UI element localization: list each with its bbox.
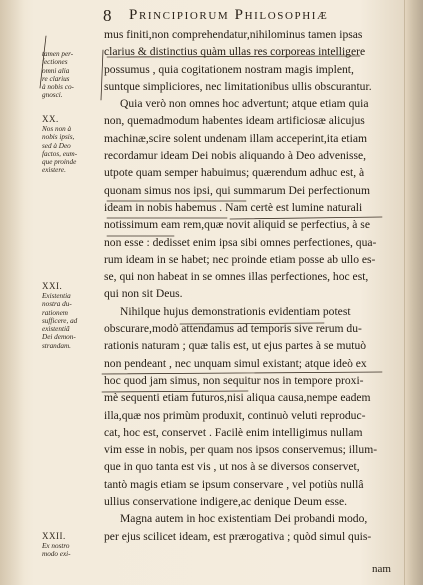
body-text xyxy=(104,26,386,545)
text-line: possumus , quia cogitationem nostram magis implent, xyxy=(104,62,354,76)
margin-note-line: Ex nostro xyxy=(42,542,70,550)
margin-note-line: nostra du- xyxy=(42,300,72,309)
text-line: non esse : dedisset enim ipsa sibi omnes perfectiones, qua- xyxy=(104,235,377,249)
margin-note xyxy=(42,531,104,559)
text-line: mè sequenti etiam futuros,nisi aliqua causa,nempe eadem xyxy=(104,391,371,405)
text-line: rum ideam in se habet; nec proinde etiam posse ab ullo es- xyxy=(104,252,376,266)
text-line: mus finiti,non comprehendatur,nihilominus tamen ipsas xyxy=(104,28,363,41)
text-line: se, qui non habeat in se omnes illas perfectiones, hoc est, xyxy=(104,270,369,284)
text-line: machinæ,scire solent undenam illam acceperint,ita etiam xyxy=(104,131,368,145)
text-line: ullius conservatione indigere,ac denique Deum esse. xyxy=(104,495,348,509)
margin-note xyxy=(42,281,104,350)
margin-note-line: fectiones xyxy=(42,58,68,67)
margin-note-line: re clarius xyxy=(42,74,70,83)
text-line: obscurare,modò attendamus ad temporis sive rerum du- xyxy=(104,322,362,336)
page-header xyxy=(103,6,403,26)
text-line: Magna autem in hoc existentiam Dei probandi modo, xyxy=(120,512,368,526)
margin-note-line: Nos non à xyxy=(42,125,72,133)
margin-note-line: gnosci. xyxy=(42,91,63,100)
text-line: vim esse in nobis, per quam nos ipsos conservemus; illum- xyxy=(104,443,378,457)
margin-note-line: sed à Deo xyxy=(42,141,71,150)
margin-note-line: existentiã xyxy=(42,325,70,334)
text-line: illa,quæ nos primùm produxit, continuò veluti reproduc- xyxy=(104,408,366,422)
text-line: Quia verò non omnes hoc advertunt; atque etiam quia xyxy=(120,97,369,111)
text-line: Nihilque hujus demonstrationis evidentiam potest xyxy=(120,304,351,318)
text-line: quonam simus nos ipsi, qui summarum Dei perfectionum xyxy=(104,183,370,197)
margin-note-line: strandam. xyxy=(42,341,71,350)
catchword: nam xyxy=(372,563,391,575)
running-title: Principiorum Philosophiæ xyxy=(129,7,329,23)
text-line: tantò magis etiam se ipsum conservare , vel potiùs nullâ xyxy=(104,477,364,491)
margin-note-line: que proinde xyxy=(42,158,77,167)
text-line: clarius & distinctius quàm ullas res corporeas intelligere xyxy=(104,45,366,59)
margin-note-line: existere. xyxy=(42,166,66,175)
text-line: rationis naturam ; quæ talis est, ut ejus partes à se mutuò xyxy=(104,339,367,353)
margin-note xyxy=(42,50,104,100)
margin-note-line: nobis ipsis, xyxy=(42,133,75,142)
text-line: ideam in nobis habemus . Nam certè est lumine naturali xyxy=(104,200,363,214)
text-line: hoc quod jam simus, non sequitur nos in tempore proxi- xyxy=(104,373,364,387)
margin-note-line: omni alia xyxy=(42,66,70,75)
text-line: suntque simpliciores, nec limitationibus ullis obscurantur. xyxy=(104,79,372,93)
text-line: non, quemadmodum habentes ideam artificiosæ alicujus xyxy=(104,114,365,128)
text-line: notissimum eam rem,quæ novit aliquid se perfectius, à se xyxy=(104,218,370,232)
gutter-shadow xyxy=(0,0,24,585)
text-line: cat, hoc est, conservet . Facilè enim intelligimus nullam xyxy=(104,425,363,439)
margin-note-line: modo exi- xyxy=(42,550,71,559)
text-line: que in quo tanta est vis , ut nos à se diversos conservet, xyxy=(104,460,360,474)
section-number: XX. xyxy=(42,114,59,124)
page-number: 8 xyxy=(103,6,112,25)
text-line: recordamur ideam Dei nobis aliquando à Deo advenisse, xyxy=(104,149,367,163)
text-line: qui non sit Deus. xyxy=(104,287,183,301)
margin-note-line: Existentia xyxy=(42,292,71,300)
section-number: XXII. xyxy=(42,531,66,541)
margin-note-line: factos, eum- xyxy=(42,149,78,158)
margin-note-line: tamen per- xyxy=(42,50,74,58)
margin-note-line: Dei demon- xyxy=(42,333,76,342)
margin-note-line: rationem xyxy=(42,308,68,317)
margin-note-line: à nobis co- xyxy=(42,83,74,92)
text-line: non pendeant , nec unquam simul existant; atque ideò ex xyxy=(104,356,367,370)
section-number: XXI. xyxy=(42,281,63,291)
margin-note xyxy=(42,114,104,175)
margin-note-line: sufficere, ad xyxy=(42,316,78,325)
page-edge xyxy=(404,0,423,585)
text-line: utpote quam semper habuimus; quærendum adhuc est, à xyxy=(104,166,365,180)
text-line: per ejus scilicet ideam, est prærogativa ; quòd simul quis- xyxy=(104,529,372,543)
